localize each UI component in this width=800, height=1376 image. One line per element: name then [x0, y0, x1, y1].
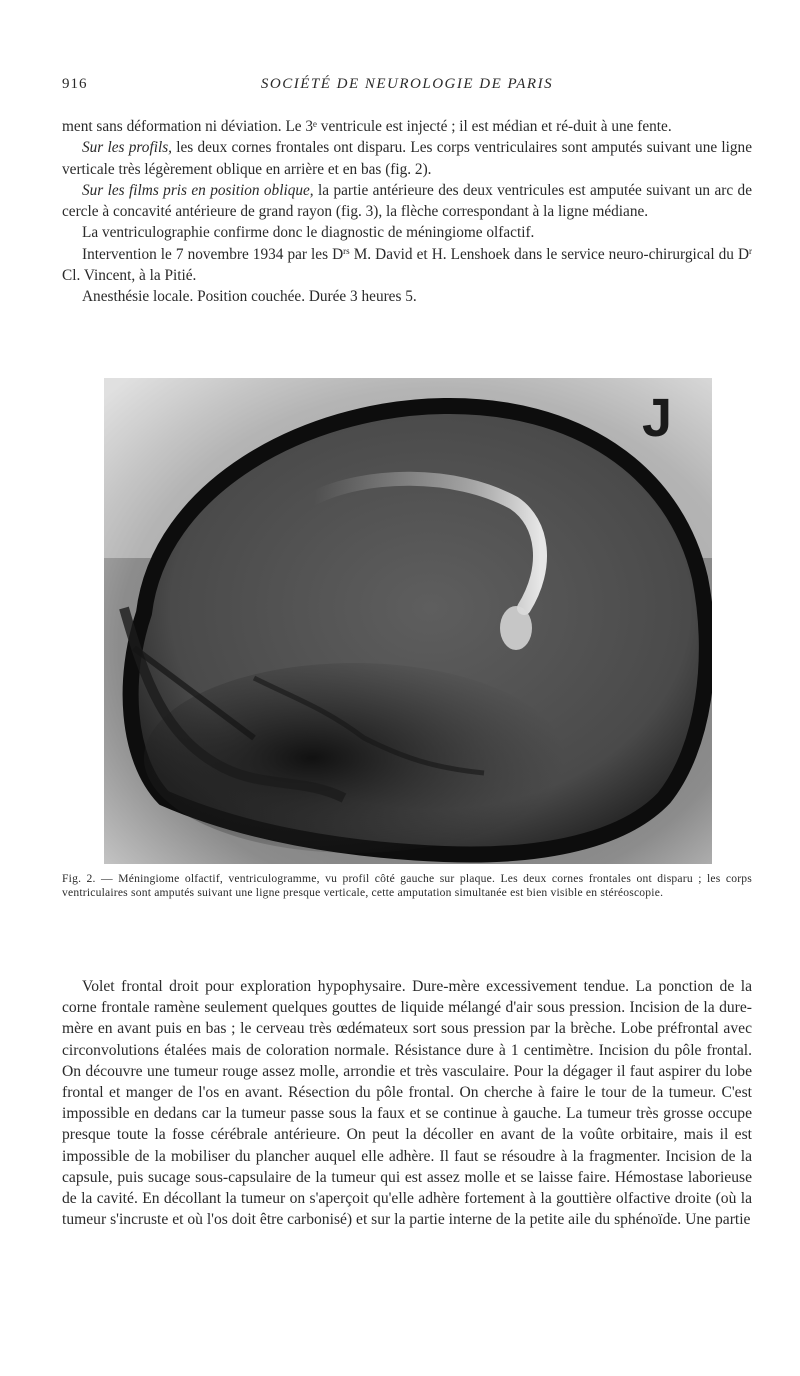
paragraph-anesthesia: Anesthésie locale. Position couchée. Durée 3 heures 5.: [82, 288, 417, 306]
oblique-text: la partie antérieure des deux ventricules est amputée suivant un arc de cercle à concavité antérieure de grand rayon (fig. 3), la flèche correspondant à la ligne médiane.: [62, 181, 752, 221]
film-marker-letter: J: [642, 388, 673, 448]
ventricle-bright-spot: [500, 606, 532, 650]
intervention-a: Intervention le 7 novembre 1934 par les D: [82, 245, 344, 263]
figure-caption: Fig. 2. — Méningiome olfactif, ventriculogramme, vu profil côté gauche sur plaque. Les deux cornes frontales ont disparu ; les corps ventriculaires sont amputés suivant une ligne presque verticale, cette amputation simultanée est bien visible en stéréoscopie.: [62, 872, 752, 899]
paragraph-operation: Volet frontal droit pour exploration hypophysaire. Dure-mère excessivement tendue. La ponction de la corne frontale ramène seulement quelques gouttes de liquide mélangé d'air sous pression. Incision de la dure-mère en avant puis en bas ; le cerveau très œdémateux sort sous pression par la brèche. Lobe préfrontal avec circonvolutions étalées mais de coloration normale. Résistance dure à 1 centimètre. Incision du pôle frontal. On découvre une tumeur rouge assez molle, arrondie et très vasculaire. Pour la dégager il faut aspirer du lobe frontal et manger de l'os en avant. Résection du pôle frontal. On cherche à faire le tour de la tumeur. C'est impossible en dedans car la tumeur passe sous la faux et se continue à gauche. La tumeur très grosse occupe presque toute la fosse cérébrale antérieure. On peut la décoller en avant de la voûte orbitaire, mais il est impossible de la mobiliser du plancher auquel elle adhère. Il faut se résoudre à la fragmenter. Incision de la capsule, puis sucage sous-capsulaire de la tumeur qui est assez molle et se laisse faire. Hémostase laborieuse de la cavité. En décollant la tumeur on s'aperçoit qu'elle adhère fortement à la gouttière olfactive droite (où la tumeur s'incruste et où l'os doit être carbonisé) et sur la partie interne de la petite aile du sphénoïde. Une partie: [62, 978, 752, 1229]
paragraph-intervention: [62, 244, 752, 287]
oblique-lead: Sur les films pris en position oblique,: [82, 181, 314, 199]
page-header: [62, 76, 752, 96]
running-title: SOCIÉTÉ DE NEUROLOGIE DE PARIS: [260, 76, 554, 92]
paragraph-diagnosis: La ventriculographie confirme donc le diagnostic de méningiome olfactif.: [82, 224, 535, 242]
page-number: 916: [62, 76, 88, 92]
skull-radiograph: [104, 378, 712, 864]
intervention-sup2: r: [749, 245, 753, 256]
intervention-sup1: rs: [343, 245, 350, 256]
intervention-b: M. David et H. Lenshoek dans le service neuro-chirurgical du D: [349, 245, 750, 263]
ventriculogram-figure: [104, 378, 712, 864]
intervention-c: Cl. Vincent, à la Pitié.: [62, 267, 197, 285]
profiles-text: les deux cornes frontales ont disparu. Les corps ventriculaires sont amputés suivant une ligne verticale très légèrement oblique en arrière et en bas (fig. 2).: [62, 139, 752, 178]
paragraph-oblique: [62, 180, 752, 223]
paragraph-profiles: [62, 137, 752, 180]
body-text-top: [62, 116, 752, 308]
profiles-lead: Sur les profils,: [82, 139, 172, 157]
paragraph-ventricle: ment sans déformation ni déviation. Le 3ᵉ ventricule est injecté ; il est médian et ré-duit à une fente.: [62, 118, 672, 135]
body-text-bottom: [62, 976, 752, 1230]
